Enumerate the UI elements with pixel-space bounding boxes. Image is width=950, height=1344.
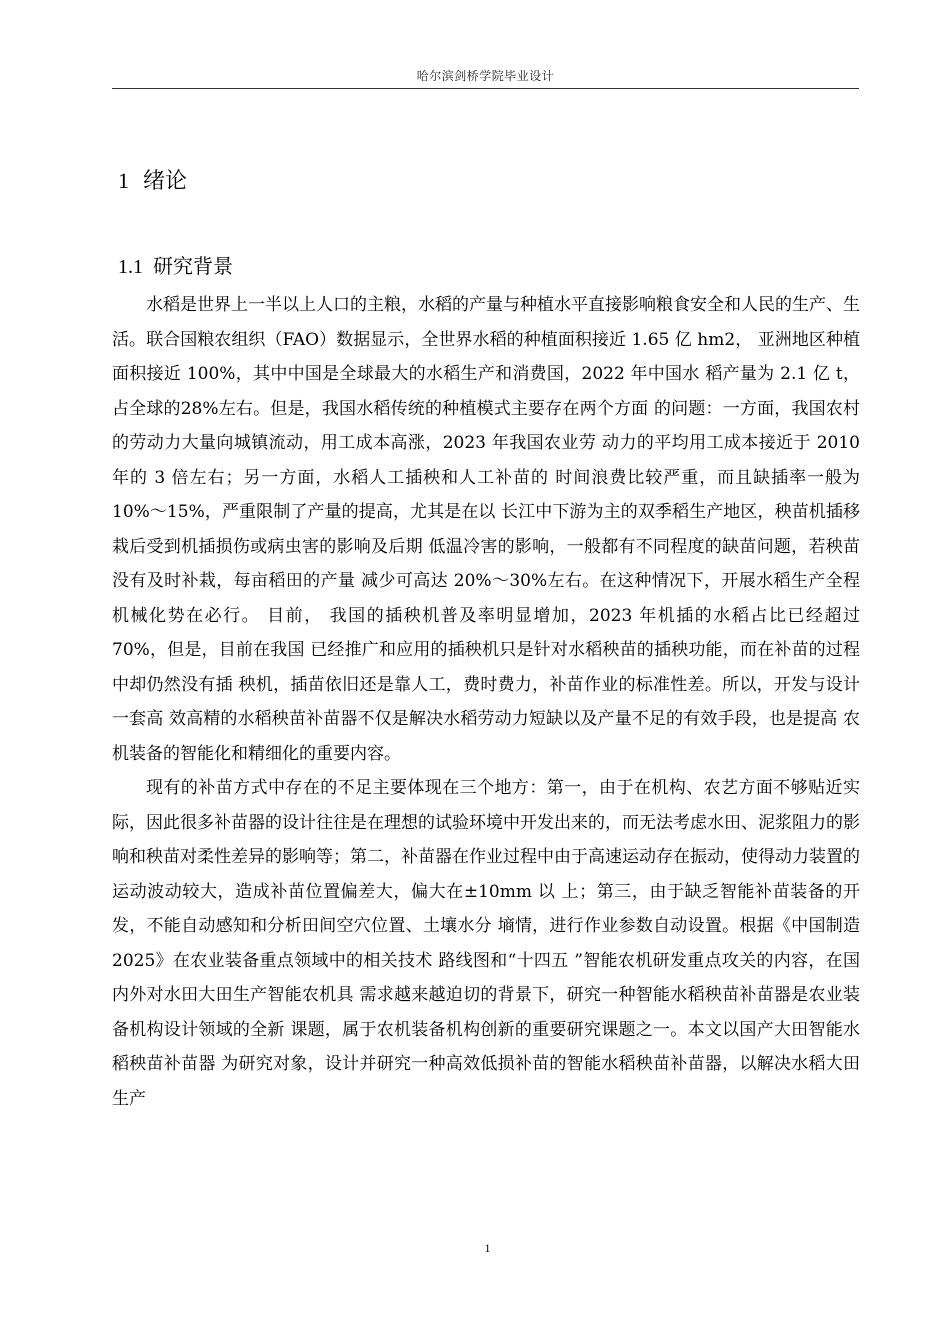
- page-header: 哈尔滨剑桥学院毕业设计: [416, 69, 555, 83]
- chapter-title: 绪论: [143, 169, 188, 194]
- chapter-heading: [118, 164, 187, 195]
- section-heading: [118, 250, 233, 279]
- paragraph: 现有的补苗方式中存在的不足主要体现在三个地方：第一，由于在机构、农艺方面不够贴近实际，因此很多补苗器的设计往往是在理想的试验环境中开发出来的，而无法考虑水田、泥浆阻力的影响和秧苗对柔性差异的影响等；第二，补苗器在作业过程中由于高速运动存在振动，使得动力装置的运动波动较大，造成补苗位置偏差大，偏大在±10mm 以 上；第三，由于缺乏智能补苗装备的开发，不能自动感知和分析田间空穴位置、土壤水分 墒情，进行作业参数自动设置。根据《中国制造 2025》在农业装备重点领域中的相关技术 路线图和“十四五 ”智能农机研发重点攻关的内容，在国内外对水田大田生产智能农机具 需求越来越迫切的背景下，研究一种智能水稻秧苗补苗器是农业装备机构设计领域的全新 课题，属于农机装备机构创新的重要研究课题之一。本文以国产大田智能水稻秧苗补苗器 为研究对象，设计并研究一种高效低损补苗的智能水稻秧苗补苗器，以解决水稻大田生产: [112, 778, 860, 1109]
- page-number: 1: [484, 1241, 491, 1255]
- paragraph: 水稻是世界上一半以上人口的主粮，水稻的产量与种植水平直接影响粮食安全和人民的生产、生活。联合国粮农组织（FAO）数据显示，全世界水稻的种植面积接近 1.65 亿 hm2， 亚洲地区种植面积接近 100%，其中中国是全球最大的水稻生产和消费国，2022 年中国水 稻产量为 2.1 亿 t，占全球的28%左右。但是，我国水稻传统的种植模式主要存在两个方面 的问题：一方面，我国农村的劳动力大量向城镇流动，用工成本高涨，2023 年我国农业劳 动力的平均用工成本接近于 2010 年的 3 倍左右；另一方面，水稻人工插秧和人工补苗的 时间浪费比较严重，而且缺插率一般为 10%～15%，严重限制了产量的提高，尤其是在以 长江中下游为主的双季稻生产地区，秧苗机插移栽后受到机插损伤或病虫害的影响及后期 低温冷害的影响，一般都有不同程度的缺苗问题，若秧苗没有及时补栽，每亩稻田的产量 减少可高达 20%～30%左右。在这种情况下，开展水稻生产全程机械化势在必行。 目前， 我国的插秧机普及率明显增加，2023 年机插的水稻占比已经超过 70%，但是，目前在我国 已经推广和应用的插秧机只是针对水稻秧苗的插秧功能，而在补苗的过程中却仍然没有插 秧机，插苗依旧还是靠人工，费时费力，补苗作业的标准性差。所以，开发与设计一套高 效高精的水稻秧苗补苗器不仅是解决水稻劳动力短缺以及产量不足的有效手段，也是提高 农机装备的智能化和精细化的重要内容。: [112, 295, 860, 764]
- body-text: [112, 288, 860, 1116]
- header-rule: [112, 88, 859, 89]
- section-title: 研究背景: [153, 254, 233, 278]
- section-number: 1.1: [118, 256, 143, 278]
- chapter-number: 1: [118, 168, 129, 193]
